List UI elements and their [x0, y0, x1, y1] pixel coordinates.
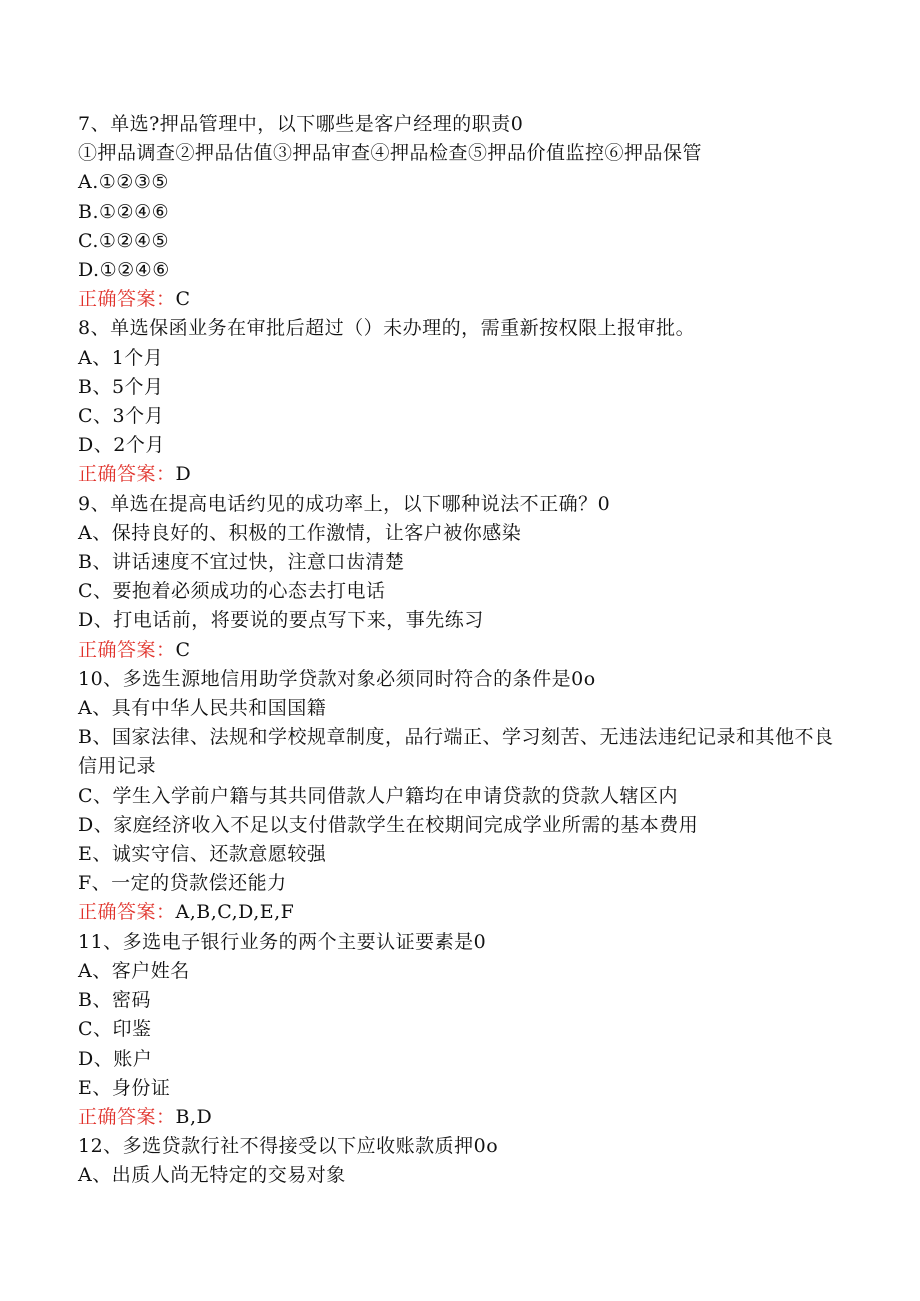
answer-label: 正确答案： — [78, 901, 176, 924]
correct-answer — [78, 898, 838, 927]
answer-label: 正确答案： — [78, 288, 176, 311]
option-b: B、5个月 — [78, 375, 164, 398]
question-11 — [78, 928, 838, 1132]
question-10 — [78, 665, 838, 928]
answer-value: C — [175, 288, 191, 311]
question-stem: 7、单选?押品管理中，以下哪些是客户经理的职责0 — [78, 113, 524, 135]
question-note: ①押品调查②押品估值③押品审查④押品检查⑤押品价值监控⑥押品保管 — [78, 142, 703, 165]
question-stem: 8、单选保函业务在审批后超过（）未办理的，需重新按权限上报审批。 — [78, 317, 696, 340]
document-page — [78, 110, 838, 1191]
answer-value: A,B,C,D,E,F — [175, 901, 295, 924]
option-b: B、密码 — [78, 989, 151, 1012]
question-12 — [78, 1132, 838, 1190]
option-d: D、打电话前，将要说的要点写下来，事先练习 — [78, 609, 484, 632]
question-9 — [78, 490, 838, 665]
question-7 — [78, 110, 838, 314]
option-f: F、一定的贷款偿还能力 — [78, 872, 287, 895]
option-b: B、讲话速度不宜过快，注意口齿清楚 — [78, 551, 405, 574]
option-c: C.①②④⑤ — [78, 229, 170, 252]
option-c: C、学生入学前户籍与其共同借款人户籍均在申请贷款的贷款人辖区内 — [78, 784, 679, 807]
option-a: A、保持良好的、积极的工作激情，让客户被你感染 — [78, 521, 522, 544]
question-8 — [78, 314, 838, 489]
correct-answer — [78, 636, 838, 665]
correct-answer — [78, 285, 838, 314]
question-stem: 9、单选在提高电话约见的成功率上，以下哪种说法不正确？0 — [78, 492, 611, 515]
correct-answer — [78, 1103, 838, 1132]
option-a: A、具有中华人民共和国国籍 — [78, 697, 327, 720]
question-stem: 12、多选贷款行社不得接受以下应收账款质押0o — [78, 1135, 499, 1158]
option-a: A、客户姓名 — [78, 959, 190, 982]
option-a: A、1个月 — [78, 346, 164, 369]
option-d: D、账户 — [78, 1047, 153, 1070]
answer-value: C — [175, 638, 191, 661]
option-b: B、国家法律、法规和学校规章制度，品行端正、学习刻苦、无违法违纪记录和其他不良信用记录 — [78, 726, 834, 778]
option-c: C、3个月 — [78, 405, 165, 428]
option-b: B.①②④⑥ — [78, 200, 170, 223]
answer-label: 正确答案： — [78, 463, 176, 486]
option-d: D.①②④⑥ — [78, 259, 170, 282]
option-c: C、印鉴 — [78, 1018, 152, 1041]
answer-label: 正确答案： — [78, 1105, 176, 1128]
question-stem: 10、多选生源地信用助学贷款对象必须同时符合的条件是0o — [78, 667, 596, 690]
option-a: A、出质人尚无特定的交易对象 — [78, 1164, 346, 1187]
option-e: E、诚实守信、还款意愿较强 — [78, 843, 327, 866]
option-e: E、身份证 — [78, 1076, 171, 1099]
answer-label: 正确答案： — [78, 638, 176, 661]
option-c: C、要抱着必须成功的心态去打电话 — [78, 580, 386, 603]
option-d: D、2个月 — [78, 434, 165, 457]
question-stem: 11、多选电子银行业务的两个主要认证要素是0 — [78, 930, 487, 953]
option-d: D、家庭经济收入不足以支付借款学生在校期间完成学业所需的基本费用 — [78, 813, 699, 836]
answer-value: D — [175, 463, 192, 486]
answer-value: B,D — [175, 1105, 213, 1128]
option-a: A.①②③⑤ — [78, 171, 169, 194]
correct-answer — [78, 460, 838, 489]
